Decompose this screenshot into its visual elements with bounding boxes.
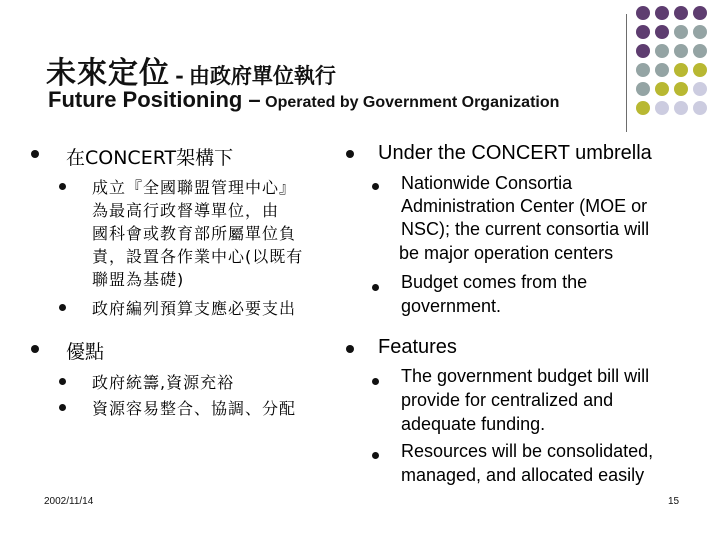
decorative-dot [636,101,650,115]
decorative-dot [674,44,688,58]
decorative-dot [636,63,650,77]
title-zh-main: 未來定位 [46,56,170,91]
right-item-1-line-4: be major operation centers [399,243,614,263]
decorative-dot [674,63,688,77]
left-item-1-line-4: 責，設置各作業中心(以既有 [92,247,304,266]
right-heading-2: Features [378,336,457,358]
decorative-dot [693,25,707,39]
left-item-2: 政府編列預算支應必要支出 [92,299,297,318]
right-item-1-line-1: Nationwide Consortia [401,173,573,193]
decorative-dot [655,6,669,20]
decorative-dot [693,6,707,20]
left-item-4: 資源容易整合、協調、分配 [92,399,297,418]
decorative-dot [674,25,688,39]
left-item-1-line-2: 為最高行政督導單位，由 [92,201,280,220]
right-heading-1: Under the CONCERT umbrella [378,142,652,164]
decorative-dot [636,82,650,96]
decorative-dot [655,101,669,115]
left-heading-1: 在CONCERT架構下 [66,147,234,169]
bullet-dot [372,378,379,385]
left-item-3: 政府統籌,資源充裕 [92,373,235,392]
decorative-dot [674,6,688,20]
title-chinese [46,48,336,92]
bullet-dot [31,345,39,353]
decorative-dot [636,6,650,20]
right-item-4-line-2: managed, and allocated easily [401,465,645,485]
decorative-dot [655,82,669,96]
decorative-dot [655,44,669,58]
left-item-1-line-1: 成立『全國聯盟管理中心』 [92,178,297,197]
decorative-dot [655,25,669,39]
decorative-dot [693,82,707,96]
decorative-dot [674,101,688,115]
bullet-dot [372,284,379,291]
bullet-dot [346,345,354,353]
title-en-main: Future Positioning – [48,87,261,112]
right-item-2-line-1: Budget comes from the [401,272,588,292]
right-item-3-line-2: provide for centralized and [401,390,614,410]
decorative-dot [636,44,650,58]
bullet-dot [59,183,66,190]
left-item-1-line-3: 國科會或教育部所屬單位負 [92,224,297,243]
title-divider-line [626,14,627,132]
decorative-dot-grid [636,6,716,118]
bullet-dot [346,150,354,158]
left-heading-2: 優點 [66,341,105,363]
bullet-dot [59,304,66,311]
bullet-dot [59,404,66,411]
page-number: 15 [668,496,680,507]
left-item-1-line-5: 聯盟為基礎) [92,270,185,289]
right-item-1-line-2: Administration Center (MOE or [401,196,648,216]
bullet-dot [372,452,379,459]
bullet-dot [31,150,39,158]
right-item-3-line-3: adequate funding. [401,414,546,434]
title-en-sub: Operated by Government Organization [265,94,560,111]
decorative-dot [674,82,688,96]
bullet-dot [59,378,66,385]
decorative-dot [655,63,669,77]
footer-date: 2002/11/14 [44,496,94,507]
right-item-3-line-1: The government budget bill will [401,366,650,386]
right-item-4-line-1: Resources will be consolidated, [401,441,654,461]
bullet-dot [372,183,379,190]
title-zh-sub: 由政府單位執行 [188,63,336,88]
title-zh-separator: - [175,63,184,88]
decorative-dot [636,25,650,39]
right-item-2-line-2: government. [401,296,502,316]
title-english [48,87,559,113]
decorative-dot [693,44,707,58]
decorative-dot [693,63,707,77]
decorative-dot [693,101,707,115]
right-item-1-line-3: NSC); the current consortia will [401,219,650,239]
